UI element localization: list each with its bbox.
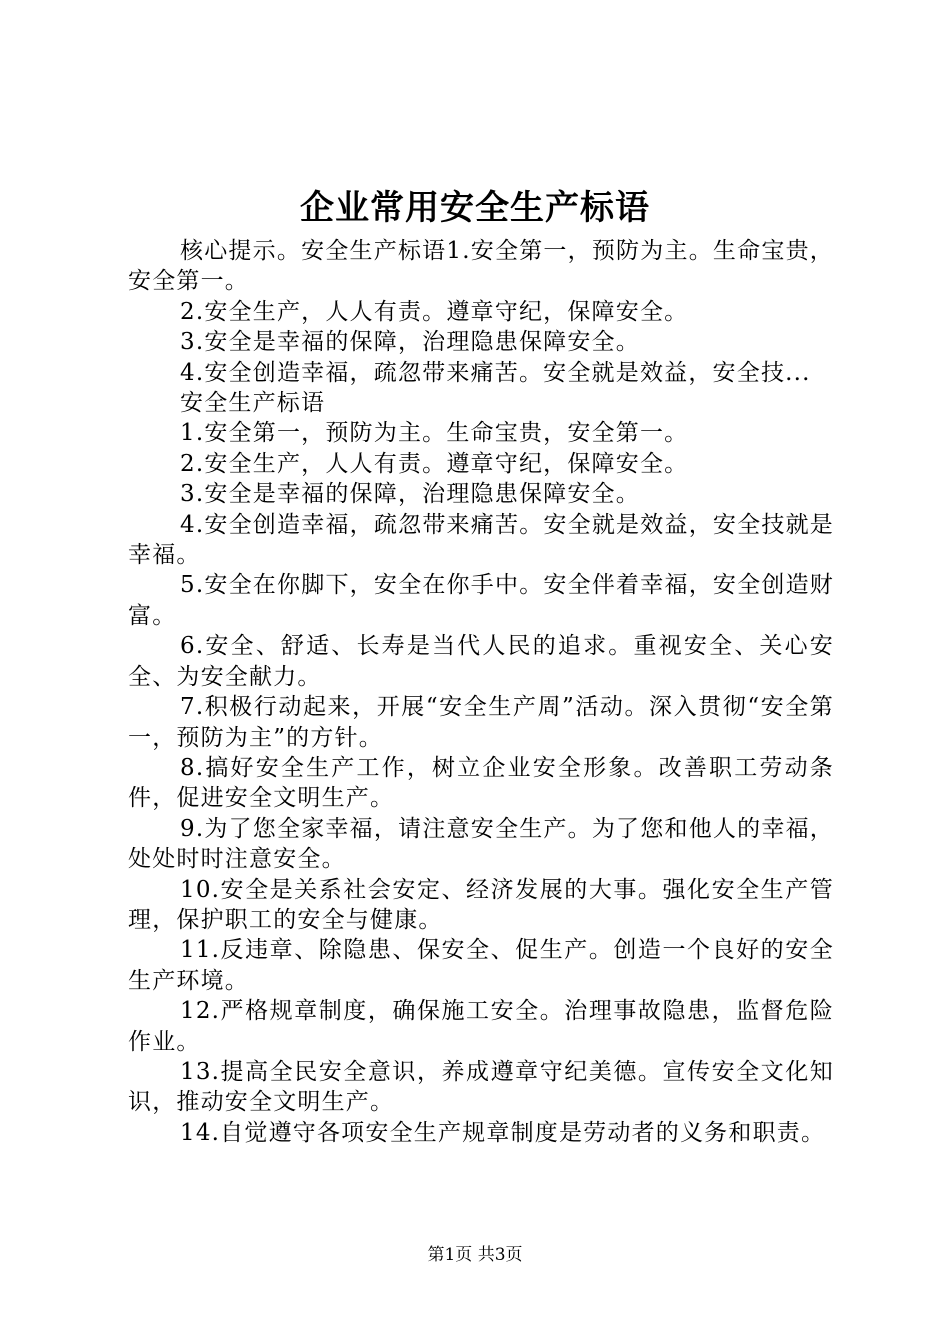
paragraph: 2.安全生产，人人有责。遵章守纪，保障安全。 <box>180 298 689 325</box>
paragraph: 2.安全生产，人人有责。遵章守纪，保障安全。 <box>180 450 689 477</box>
page-footer: 第1页 共3页 <box>427 1245 523 1265</box>
paragraph: 13.提高全民安全意识，养成遵章守纪美德。宣传安全文化知识，推动安全文明生产。 <box>128 1058 834 1116</box>
paragraph: 5.安全在你脚下，安全在你手中。安全伴着幸福，安全创造财富。 <box>128 572 834 629</box>
paragraph: 3.安全是幸福的保障，治理隐患保障安全。 <box>180 481 640 508</box>
paragraph: 6.安全、舒适、长寿是当代人民的追求。重视安全、关心安全、为安全献力。 <box>128 633 834 690</box>
paragraph: 14.自觉遵守各项安全生产规章制度是劳动者的义务和职责。 <box>180 1119 826 1146</box>
paragraph: 9.为了您全家幸福，请注意安全生产。为了您和他人的幸福，处处时时注意安全。 <box>128 815 834 873</box>
paragraph: 8.搞好安全生产工作，树立企业安全形象。改善职工劳动条件，促进安全文明生产。 <box>128 754 834 812</box>
paragraph: 12.严格规章制度，确保施工安全。治理事故隐患，监督危险作业。 <box>128 998 834 1055</box>
paragraph: 10.安全是关系社会安定、经济发展的大事。强化安全生产管理，保护职工的安全与健康。 <box>128 876 834 933</box>
paragraph: 11.反违章、除隐患、保安全、促生产。创造一个良好的安全生产环境。 <box>128 937 834 994</box>
paragraph: 核心提示。安全生产标语1.安全第一，预防为主。生命宝贵，安全第一。 <box>128 238 834 295</box>
paragraph: 1.安全第一，预防为主。生命宝贵，安全第一。 <box>180 420 689 447</box>
document-body <box>128 236 834 1148</box>
section-heading: 安全生产标语 <box>180 390 326 417</box>
paragraph: 4.安全创造幸福，疏忽带来痛苦。安全就是效益，安全技就是幸福。 <box>128 511 834 569</box>
paragraph: 3.安全是幸福的保障，治理隐患保障安全。 <box>180 329 640 356</box>
paragraph: 4.安全创造幸福，疏忽带来痛苦。安全就是效益，安全技... <box>180 359 811 386</box>
paragraph: 7.积极行动起来，开展“安全生产周”活动。深入贯彻“安全第一，预防为主”的方针。 <box>128 694 834 751</box>
document-title: 企业常用安全生产标语 <box>300 188 650 228</box>
